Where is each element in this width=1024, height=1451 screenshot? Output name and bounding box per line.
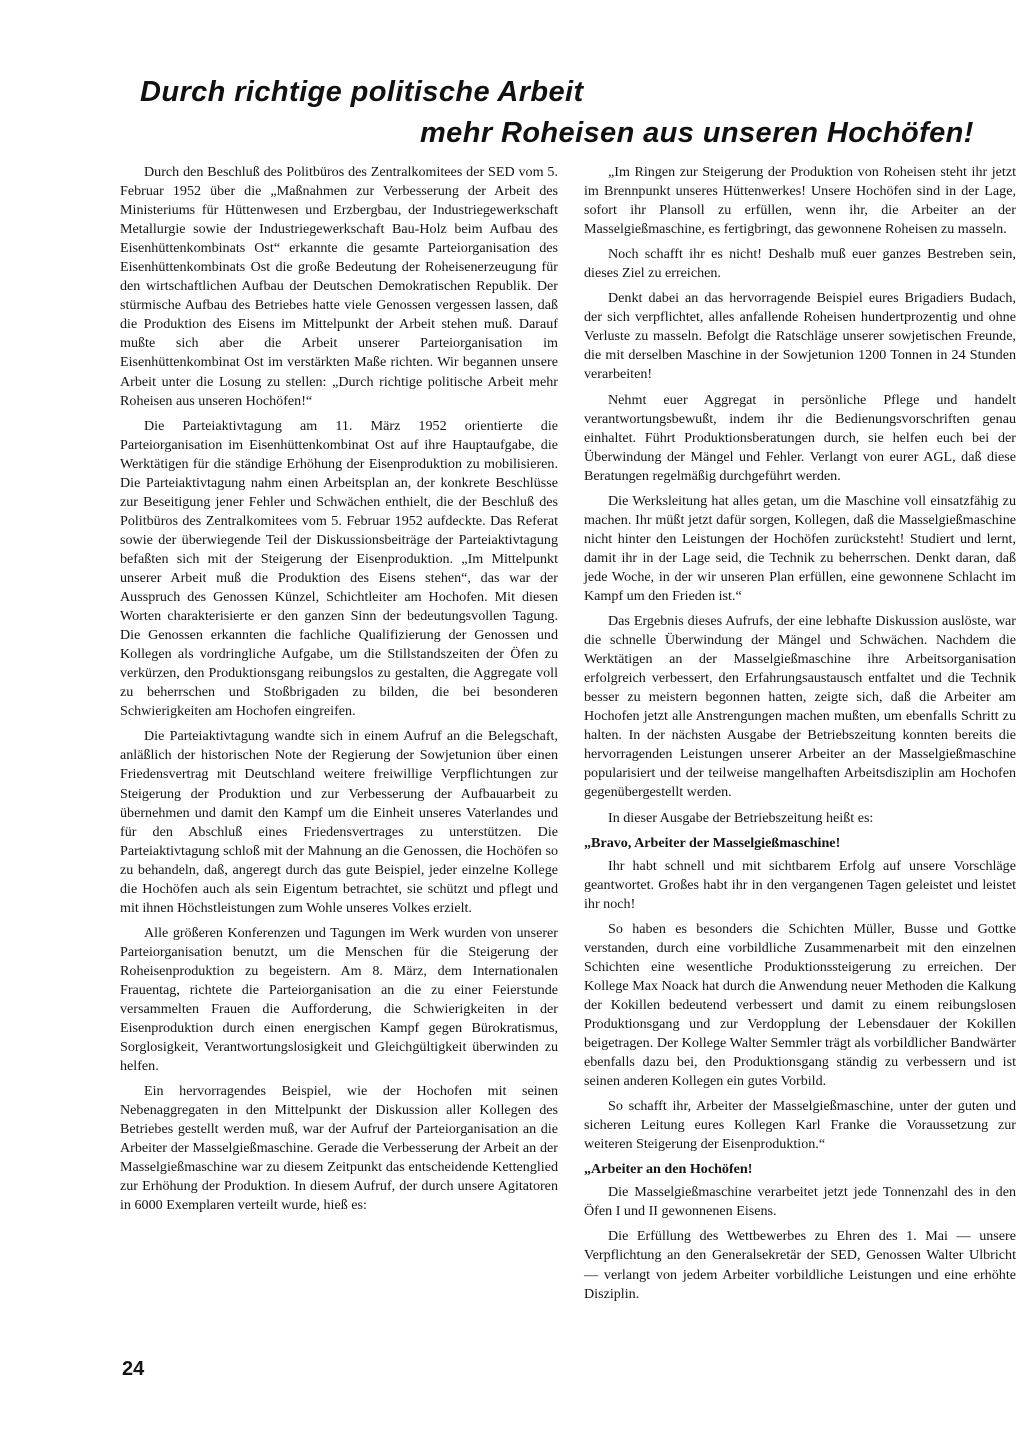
headline-line-2: mehr Roheisen aus unseren Hochöfen! — [420, 117, 974, 149]
paragraph: Noch schafft ihr es nicht! Deshalb muß euer ganzes Bestreben sein, dieses Ziel zu erreichen. — [584, 246, 1016, 282]
left-column — [120, 163, 558, 1222]
paragraph: Die Parteiaktivtagung am 11. März 1952 orientierte die Parteiorganisation im Eisenhüttenkombinat Ost auf ihre Hauptaufgabe, die Werktätigen für die ständige Erhöhung der Eisenproduktion zu mobilisieren. Die Parteiaktivtagung nahm einen Arbeitsplan an, der konkrete Beschlüsse zur Beseitigung jener Fehler und Schwächen enthielt, die der Beschluß des Politbüros des Zentralkomitees vom 5. Februar 1952 aufdeckte. Das Referat sowie der überwiegende Teil der Diskussionsbeiträge der Parteiaktivtagung befaßten sich mit der Steigerung der Eisenproduktion. „Im Mittelpunkt unserer Arbeit muß die Produktion des Eisens stehen“, das war der Ausspruch des Genossen Künzel, Schichtleiter am Hochofen. Mit diesen Worten charakterisierte er den ganzen Sinn der bedeutungsvollen Tagung. Die Genossen erkannten die fachliche Qualifizierung der Genossen und Kollegen als vordringliche Aufgabe, um die Stillstandszeiten der Öfen zu verkürzen, den Produktionsgang reibungslos zu gestalten, die Aggregate voll zu beherrschen und Stoßbrigaden zu bilden, die bei besonderen Schwierigkeiten am Hochofen eingreifen. — [120, 417, 558, 720]
paragraph: Die Parteiaktivtagung wandte sich in einem Aufruf an die Belegschaft, anläßlich der historischen Note der Regierung der Sowjetunion über einen Friedensvertrag mit Deutschland weitere freiwillige Verpflichtungen zur Steigerung der Produktion und zur Verbesserung der Aufbauarbeit zu übernehmen und damit den Kampf um die Einheit unseres Vaterlandes und für den Abschluß eines Friedensvertrages zu unterstützen. Die Parteiaktivtagung schloß mit der Mahnung an die Genossen, die Hochöfen so zu behandeln, daß, angeregt durch das gute Beispiel, jeder einzelne Kollege die Hochöfen auch als sein Eigentum betrachtet, sie schützt und pflegt und mit ihnen Höchstleistungen zum Wohle unseres Volkes erzielt. — [120, 728, 558, 916]
paragraph: Ein hervorragendes Beispiel, wie der Hochofen mit seinen Nebenaggregaten in den Mittelpunkt der Diskussion aller Kollegen des Betriebes gestellt werden muß, war der Aufruf der Parteiorganisation an die Arbeiter der Masselgießmaschine. Gerade die Verbesserung der Arbeit an der Masselgießmaschine war zu diesem Zeitpunkt das entscheidende Kettenglied zur Erhöhung der Produktion. In diesem Aufruf, der durch unsere Agitatoren in 6000 Exemplaren verteilt wurde, hieß es: — [120, 1083, 558, 1214]
paragraph: Nehmt euer Aggregat in persönliche Pflege und handelt verantwortungsbewußt, indem ihr die Bedienungsvorschriften genau einhaltet. Führt Produktionsberatungen durch, sie helfen euch bei der Überwindung der Mängel und Fehler. Verlangt von eurer AGL, daß diese Beratungen regelmäßig durchgeführt werden. — [584, 391, 1016, 484]
paragraph: Ihr habt schnell und mit sichtbarem Erfolg auf unsere Vorschläge geantwortet. Großes habt ihr in den vergangenen Tagen geleistet und leistet ihr noch! — [584, 857, 1016, 912]
paragraph: So haben es besonders die Schichten Müller, Busse und Gottke verstanden, durch eine vorbildliche Zusammenarbeit mit den einzelnen Schichten eine wesentliche Produktionssteigerung zu erreichen. Der Kollege Max Noack hat durch die Anwendung neuer Methoden die Kalkung der Kokillen bedeutend verbessert und damit zu einem reibungslosen Produktionsgang und zur Verdopplung der Lebensdauer der Kokillen beigetragen. Der Kollege Walter Semmler trägt als vorbildlicher Bandwärter ebenfalls dazu bei, den Produktionsgang ständig zu verbessern und ist seinen anderen Kollegen ein gutes Vorbild. — [584, 920, 1016, 1090]
paragraph: Die Werksleitung hat alles getan, um die Maschine voll einsatzfähig zu machen. Ihr müßt jetzt dafür sorgen, Kollegen, daß die Masselgießmaschine nicht hinter den Leistungen der Hochöfen zurücksteht! Studiert und lernt, damit ihr in der Lage seid, die Technik zu beherrschen. Denkt daran, daß jede Woche, in der wir unseren Plan erfüllen, eine gewonnene Schlacht im Kampf um den Frieden ist.“ — [584, 492, 1016, 604]
paragraph: Das Ergebnis dieses Aufrufs, der eine lebhafte Diskussion auslöste, war die schnelle Überwindung der Mängel und Schwächen. Nachdem die Werktätigen an der Masselgießmaschine ihre Arbeitsorganisation erfolgreich verbessert, den Erfahrungsaustausch entfaltet und die Technik besser zu meistern begonnen hatten, zeigte sich, daß die Arbeiter am Hochofen jetzt alle Anstrengungen machen mußten, um ebenfalls Schritt zu halten. In der nächsten Ausgabe der Betriebszeitung konnten bereits die hervorragenden Leistungen unserer Arbeiter an der Masselgießmaschine popularisiert und der teilweise mangelhaften Arbeitsdisziplin am Hochofen gegenübergestellt werden. — [584, 613, 1016, 801]
headline-line-1: Durch richtige politische Arbeit — [140, 76, 584, 108]
paragraph: In dieser Ausgabe der Betriebszeitung heißt es: — [608, 809, 874, 826]
paragraph: „Im Ringen zur Steigerung der Produktion von Roheisen steht ihr jetzt im Brennpunkt unseres Hüttenwerkes! Unsere Hochöfen sind in der Lage, sofort ihr Plansoll zu erfüllen, wenn ihr, die Arbeiter an der Masselgießmaschine, es fertigbringt, das gewonnene Roheisen zu masseln. — [584, 164, 1016, 238]
section-lead: „Bravo, Arbeiter der Masselgießmaschine! — [584, 834, 841, 851]
page-number: 24 — [122, 1358, 145, 1380]
paragraph: Durch den Beschluß des Politbüros des Zentralkomitees der SED vom 5. Februar 1952 über die „Maßnahmen zur Verbesserung der Arbeit des Ministeriums für Hüttenwesen und Erzbergbau, der Industriegewerkschaft Metallurgie sowie der Industriegewerkschaft Bau-Holz beim Aufbau des Eisenhüttenkombinats Ost“ erkannte die gesamte Parteiorganisation des Eisenhüttenkombinats Ost die große Bedeutung der Roheisenerzeugung für den wirtschaftlichen Aufbau der Deutschen Demokratischen Republik. Der stürmische Aufbau des Betriebes hatte viele Genossen vergessen lassen, daß die Produktion des Eisens im Mittelpunkt der Arbeit stehen muß. Darauf mußte sich aber die Arbeit unserer Parteiorganisation im Eisenhüttenkombinat Ost im verstärkten Maße richten. Wir begannen unsere Arbeit unter die Losung zu stellen: „Durch richtige politische Arbeit mehr Roheisen aus unseren Hochöfen!“ — [120, 164, 558, 409]
section-lead: „Arbeiter an den Hochöfen! — [584, 1161, 753, 1178]
paragraph: Denkt dabei an das hervorragende Beispiel eures Brigadiers Budach, der sich verpflichtet, alles anfallende Roheisen hundertprozentig und ohne Verluste zu masseln. Befolgt die Ratschläge unserer sowjetischen Freunde, die mit derselben Maschine in der Sowjetunion 1200 Tonnen in 24 Stunden verarbeiten! — [584, 290, 1016, 383]
right-column — [584, 163, 1016, 1310]
paragraph: So schafft ihr, Arbeiter der Masselgießmaschine, unter der guten und sicheren Leitung eures Kollegen Karl Franke die Voraussetzung zur weiteren Steigerung der Eisenproduktion.“ — [584, 1098, 1016, 1153]
paragraph: Alle größeren Konferenzen und Tagungen im Werk wurden von unserer Parteiorganisation benutzt, um die Menschen für die Steigerung der Roheisenproduktion zu begeistern. Am 8. März, dem Internationalen Frauentag, richtete die Parteiorganisation an die zu einer Feierstunde versammelten Frauen die Aufforderung, die Schwierigkeiten in der Eisenproduktion durch einen energischen Kampf gegen Bürokratismus, Sorglosigkeit, Verantwortungslosigkeit und Gleichgültigkeit überwinden zu helfen. — [120, 924, 558, 1075]
headline — [140, 72, 1020, 154]
paragraph: Die Erfüllung des Wettbewerbes zu Ehren des 1. Mai — unsere Verpflichtung an den Generalsekretär der SED, Genossen Walter Ulbricht — verlangt von jedem Arbeiter vorbildliche Leistungen und eine erhöhte Disziplin. — [584, 1228, 1016, 1302]
paragraph: Die Masselgießmaschine verarbeitet jetzt jede Tonnenzahl des in den Öfen I und II gewonnenen Eisens. — [584, 1184, 1016, 1220]
